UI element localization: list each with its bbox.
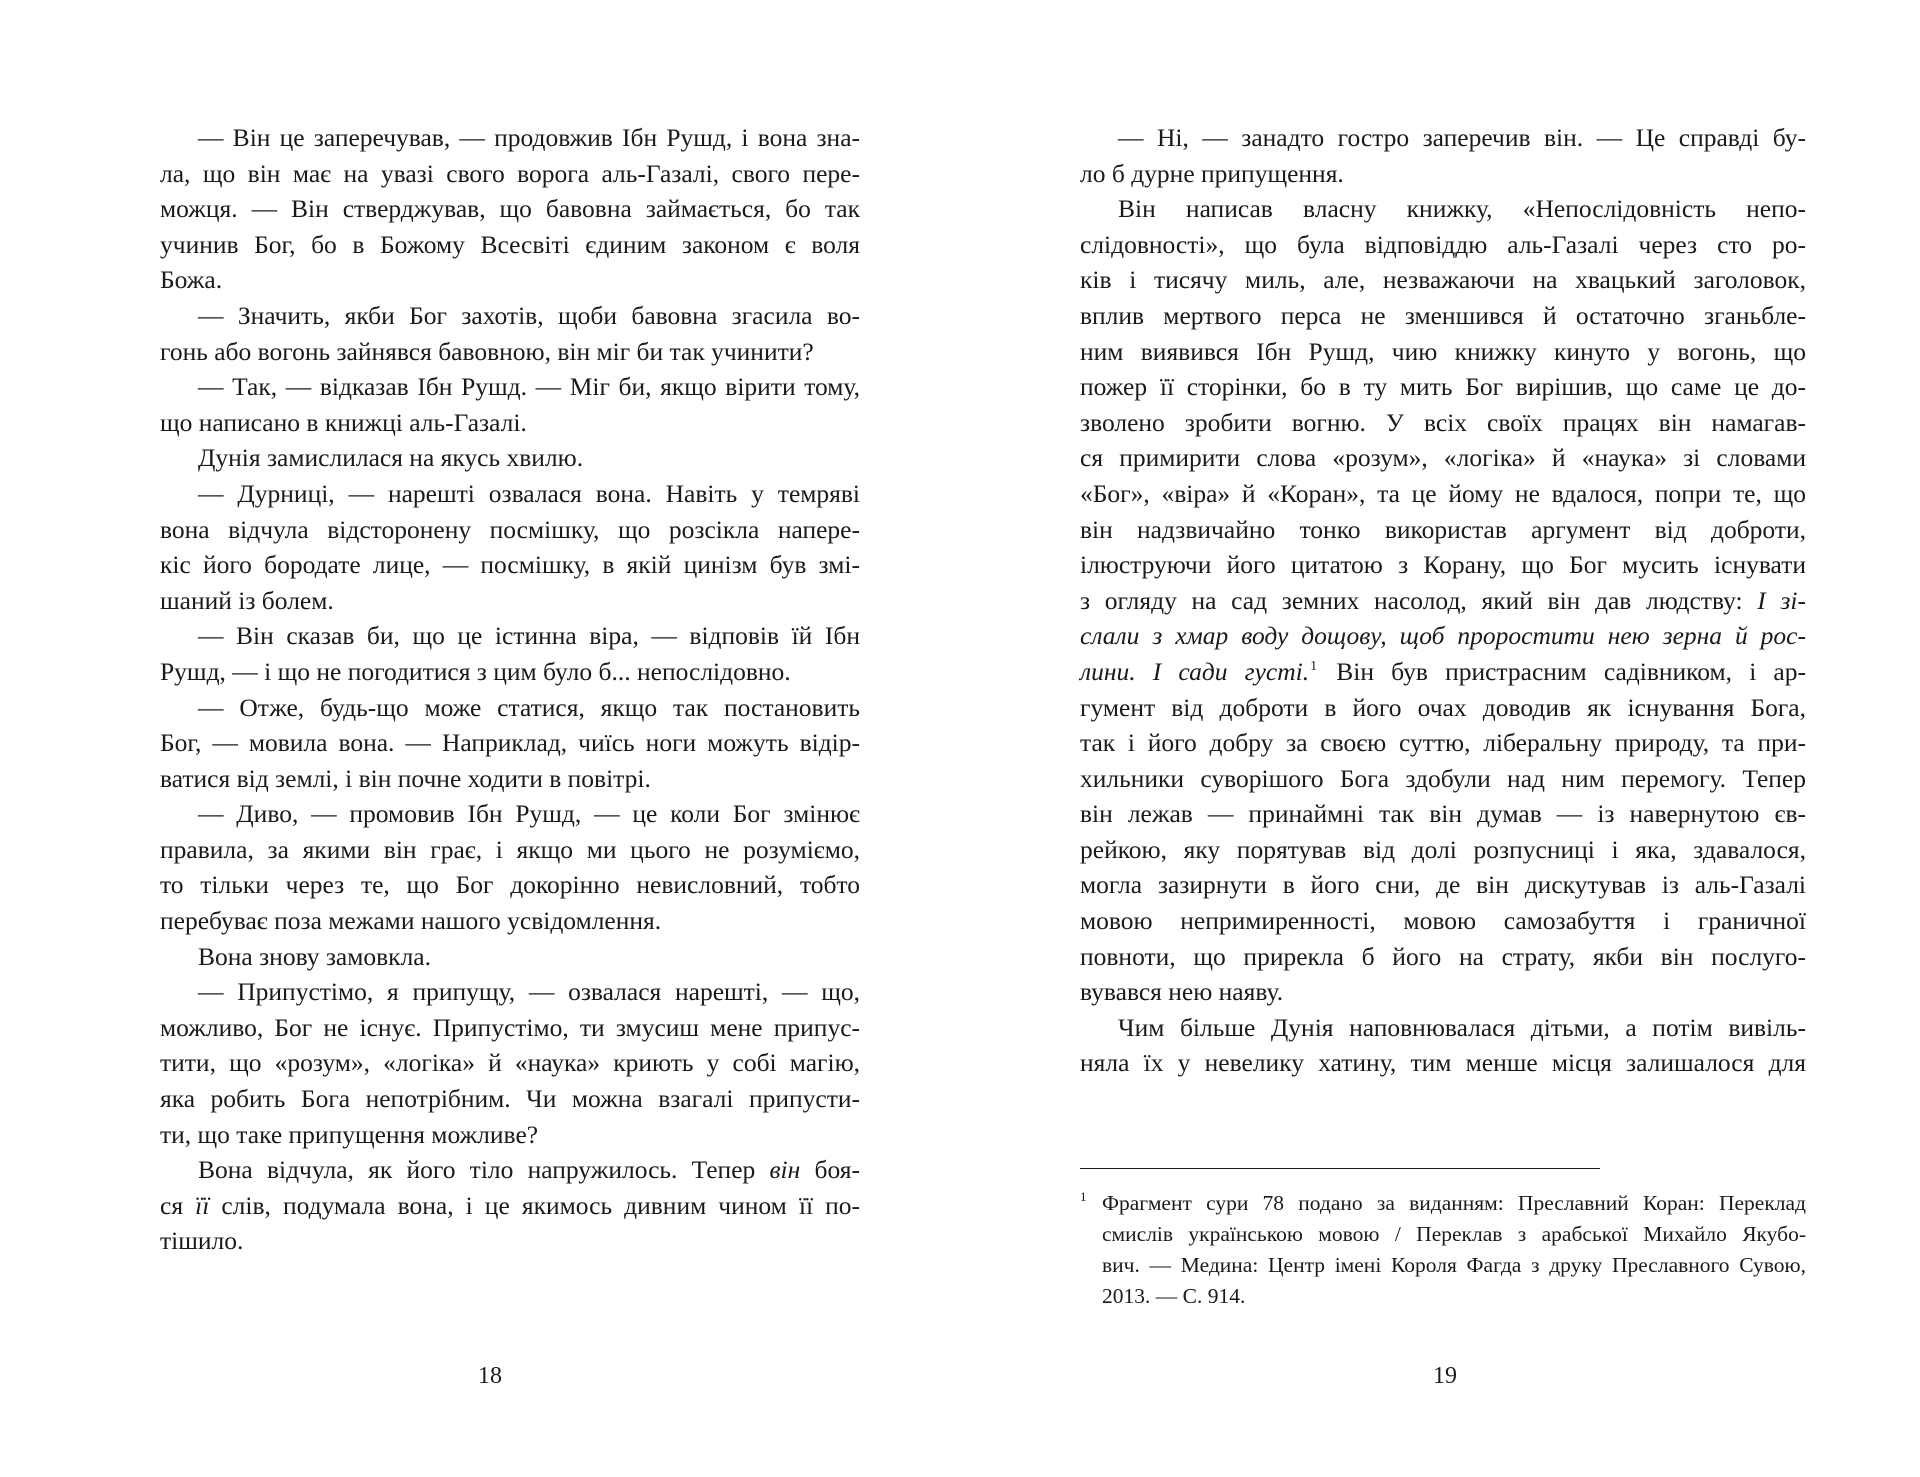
left-page-line: — Він сказав би, що це істинна віра, — відповів їй Ібн bbox=[198, 621, 860, 651]
footnote bbox=[1080, 1188, 1806, 1312]
right-page-line: Він написав власну книжку, «Непослідовність непо- bbox=[1118, 194, 1806, 224]
right-page-line: так і його добру за своєю суттю, ліберальну природу, та при- bbox=[1080, 728, 1806, 758]
left-page-line: — Дурниці, — нарешті озвалася вона. Навіть у темряві bbox=[198, 478, 860, 508]
italic-text: І зі- bbox=[1757, 585, 1806, 615]
left-page-line: учинив Бог, бо в Божому Всесвіті єдиним законом є воля bbox=[160, 229, 860, 259]
left-page-line: — Припустімо, я припущу, — озвалася нарешті, — що, bbox=[198, 977, 860, 1007]
right-page-line: він лежав — принаймні так він думав — із навернутою єв- bbox=[1080, 799, 1806, 829]
left-page-line: ла, що він має на увазі свого ворога аль-Газалі, свого пере- bbox=[160, 158, 860, 188]
right-page-line: вплив мертвого перса не зменшився й остаточно зганьбле- bbox=[1080, 300, 1806, 330]
left-page-text bbox=[160, 120, 860, 1259]
right-page-line: ся примирити слова «розум», «логіка» й «наука» зі словами bbox=[1080, 443, 1806, 473]
left-page-line: правила, за якими він грає, і якщо ми цього не розуміємо, bbox=[160, 834, 860, 864]
footnote-reference: 1 bbox=[1310, 659, 1318, 675]
right-page-line bbox=[1080, 583, 1806, 619]
italic-text: її bbox=[195, 1190, 210, 1220]
left-page-line: можливо, Бог не існує. Припустімо, ти змусиш мене припус- bbox=[160, 1012, 860, 1042]
right-page-line: гумент від доброти в його очах доводив як існування Бога, bbox=[1080, 692, 1806, 722]
text-segment: Він був пристрасним садівником, і ар- bbox=[1319, 656, 1806, 686]
right-page-line: Чим більше Дунія наповнювалася дітьми, а потім вивіль- bbox=[1118, 1012, 1806, 1042]
right-page-line bbox=[1080, 654, 1806, 690]
right-page-line: — Ні, — занадто гостро заперечив він. — Це справді бу- bbox=[1118, 123, 1806, 152]
left-page-line: Вона знову замовкла. bbox=[198, 941, 431, 971]
right-page-line: няла їх у невелику хатину, тим менше місця залишалося для bbox=[1080, 1048, 1806, 1078]
left-page-line: що написано в книжці аль-Газалі. bbox=[160, 407, 527, 437]
right-page-line: рейкою, яку порятував від долі розпусниці і яка, здавалося, bbox=[1080, 834, 1806, 864]
text-segment: з огляду на сад земних насолод, який він дав людству: bbox=[1080, 585, 1758, 615]
right-page-line: могла зазирнути в його сни, де він дискутував із аль-Газалі bbox=[1080, 870, 1806, 900]
left-page-line: тішило. bbox=[160, 1226, 244, 1256]
left-page-line: то тільки через те, що Бог докорінно невисловний, тобто bbox=[160, 870, 860, 900]
left-page-line: вона відчула відсторонену посмішку, що розсікла напере- bbox=[160, 514, 860, 544]
footnote-line: смислів українською мовою / Переклав з арабської Михайло Якубо- bbox=[1102, 1222, 1806, 1246]
left-page-line: перебуває поза межами нашого усвідомлення. bbox=[160, 906, 662, 936]
italic-text: лини. І сади густі. bbox=[1080, 656, 1310, 686]
footnote-divider bbox=[1080, 1168, 1600, 1169]
right-page-line: ним виявився Ібн Рушд, чию книжку кинуто у вогонь, що bbox=[1080, 336, 1806, 366]
right-page-line: ілюструючи його цитатою з Корану, що Бог мусить існувати bbox=[1080, 550, 1806, 580]
right-page-line: він надзвичайно тонко використав аргумент від доброти, bbox=[1080, 514, 1806, 544]
left-page-line: Дунія замислилася на якусь хвилю. bbox=[198, 443, 584, 473]
left-page-line: — Значить, якби Бог захотів, щоби бавовна згасила во- bbox=[198, 300, 860, 330]
right-page-text bbox=[1080, 120, 1806, 1081]
footnote-line: Фрагмент сури 78 подано за виданням: Преславний Коран: Переклад bbox=[1102, 1191, 1806, 1215]
left-page bbox=[160, 120, 860, 1259]
text-segment: слів, подумала вона, і це якимось дивним чином її по- bbox=[209, 1190, 860, 1220]
right-page-line: ків і тисячу миль, але, незважаючи на хвацький заголовок, bbox=[1080, 265, 1806, 295]
left-page-line: — Отже, будь-що може статися, якщо так постановить bbox=[198, 692, 860, 722]
text-segment: Вона відчула, як його тіло напружилось. Тепер bbox=[198, 1155, 770, 1185]
right-page-line: мовою непримиренності, мовою самозабуття і граничної bbox=[1080, 906, 1806, 936]
left-page-line: — Він це заперечував, — продовжив Ібн Рушд, і вона зна- bbox=[198, 123, 860, 152]
right-page-line: хильники суворішого Бога здобули над ним перемогу. Тепер bbox=[1080, 763, 1806, 793]
left-page-line: тити, що «розум», «логіка» й «наука» криють у собі магію, bbox=[160, 1048, 860, 1078]
left-page-line: — Диво, — промовив Ібн Рушд, — це коли Бог змінює bbox=[198, 799, 860, 829]
right-page-line bbox=[1080, 618, 1806, 654]
page-number-left: 18 bbox=[478, 1363, 502, 1389]
left-page-line: кіс його бородате лице, — посмішку, в якій цинізм був змі- bbox=[160, 550, 860, 580]
italic-text: він bbox=[769, 1155, 801, 1185]
left-page-line: Рушд, — і що не погодитися з цим було б... непослідовно. bbox=[160, 656, 791, 686]
left-page-line: — Так, — відказав Ібн Рушд. — Міг би, якщо вірити тому, bbox=[198, 372, 860, 402]
left-page-line: Божа. bbox=[160, 265, 223, 295]
left-page-line: Бог, — мовила вона. — Наприклад, чиїсь ноги можуть відір- bbox=[160, 728, 860, 758]
right-page-line: зволено зробити вогню. У всіх своїх працях він намагав- bbox=[1080, 407, 1806, 437]
right-page-line: ло б дурне припущення. bbox=[1080, 158, 1344, 188]
text-segment: ся bbox=[160, 1190, 196, 1220]
italic-text: слали з хмар воду дощову, щоб проростити нею зерна й рос- bbox=[1080, 621, 1806, 651]
right-page bbox=[1080, 120, 1806, 1308]
right-page-line: пожер її сторінки, бо в ту мить Бог вирішив, що саме це до- bbox=[1080, 372, 1806, 402]
text-segment: боя- bbox=[800, 1155, 860, 1185]
footnote-mark: 1 bbox=[1080, 1189, 1087, 1204]
right-page-line: повноти, що прирекла б його на страту, якби він послуго- bbox=[1080, 941, 1806, 971]
right-page-line: вувався нею наяву. bbox=[1080, 977, 1284, 1007]
footnote-line: вич. — Медина: Центр імені Короля Фагда з друку Преславного Сувою, bbox=[1102, 1253, 1806, 1277]
left-page-line: гонь або вогонь зайнявся бавовною, він міг би так учинити? bbox=[160, 336, 814, 366]
left-page-line: ватися від землі, і він почне ходити в повітрі. bbox=[160, 763, 651, 793]
left-page-line: шаний із болем. bbox=[160, 585, 334, 615]
footnote-line: 2013. — С. 914. bbox=[1102, 1284, 1246, 1308]
right-page-line: слідовності», що була відповіддю аль-Газалі через сто ро- bbox=[1080, 229, 1806, 259]
page-number-right: 19 bbox=[1433, 1363, 1457, 1389]
left-page-line bbox=[160, 1188, 860, 1224]
left-page-line: ти, що таке припущення можливе? bbox=[160, 1119, 539, 1149]
right-page-line: «Бог», «віра» й «Коран», та це йому не вдалося, попри те, що bbox=[1080, 478, 1806, 508]
left-page-line bbox=[160, 1152, 860, 1188]
left-page-line: яка робить Бога непотрібним. Чи можна взагалі припусти- bbox=[160, 1084, 860, 1114]
left-page-line: можця. — Він стверджував, що бавовна займається, бо так bbox=[160, 194, 860, 224]
